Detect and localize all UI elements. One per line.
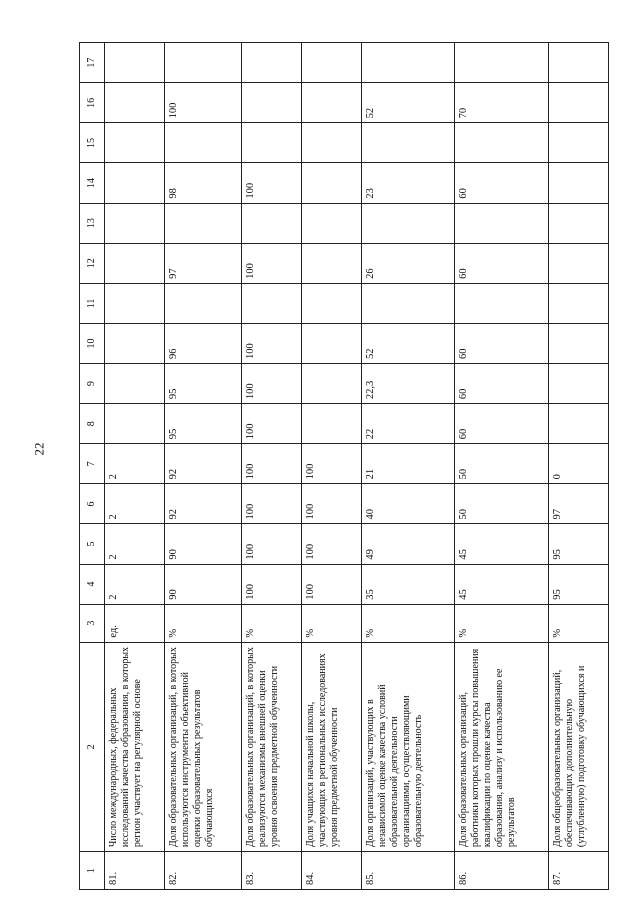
value-cell: 95 <box>165 364 242 404</box>
value-cell: 22,3 <box>361 364 455 404</box>
value-cell <box>455 283 549 323</box>
header-cell: 14 <box>80 163 105 203</box>
value-cell: 92 <box>165 484 242 524</box>
value-cell <box>105 283 165 323</box>
row-number: 85. <box>361 852 455 890</box>
table-row <box>361 43 455 890</box>
value-cell: 92 <box>165 444 242 484</box>
value-cell <box>301 243 361 283</box>
value-cell <box>301 283 361 323</box>
value-cell: 21 <box>361 444 455 484</box>
table-rotator <box>79 42 609 890</box>
indicator-name: Доля общеобразовательных организаций, обеспечивающих дополнительную (углубленную) подготовку обучающихся и <box>548 642 608 852</box>
value-cell: 52 <box>361 323 455 363</box>
unit-cell: % <box>361 604 455 642</box>
value-cell <box>548 83 608 123</box>
value-cell <box>455 123 549 163</box>
table-row <box>165 43 242 890</box>
header-cell: 4 <box>80 564 105 604</box>
value-cell <box>105 203 165 243</box>
value-cell <box>548 283 608 323</box>
value-cell: 95 <box>165 404 242 444</box>
value-cell: 100 <box>241 484 301 524</box>
value-cell <box>455 203 549 243</box>
value-cell <box>548 123 608 163</box>
value-cell <box>105 243 165 283</box>
header-cell: 10 <box>80 323 105 363</box>
value-cell: 100 <box>165 83 242 123</box>
value-cell: 100 <box>241 444 301 484</box>
value-cell: 100 <box>241 243 301 283</box>
value-cell <box>361 283 455 323</box>
value-cell <box>361 123 455 163</box>
value-cell: 96 <box>165 323 242 363</box>
header-row <box>80 43 105 890</box>
header-cell: 15 <box>80 123 105 163</box>
value-cell: 95 <box>548 564 608 604</box>
indicator-name: Доля образовательных организаций, в которых реализуются механизмы внешней оценки уровня освоения предметной обученности <box>241 642 301 852</box>
value-cell <box>301 83 361 123</box>
value-cell: 95 <box>548 524 608 564</box>
unit-cell: % <box>301 604 361 642</box>
header-cell: 17 <box>80 43 105 83</box>
table-row <box>301 43 361 890</box>
value-cell <box>105 364 165 404</box>
indicator-table <box>79 42 609 890</box>
value-cell <box>301 123 361 163</box>
value-cell: 60 <box>455 163 549 203</box>
header-cell: 9 <box>80 364 105 404</box>
row-number: 83. <box>241 852 301 890</box>
value-cell: 26 <box>361 243 455 283</box>
unit-cell: ед. <box>105 604 165 642</box>
value-cell <box>105 83 165 123</box>
value-cell: 100 <box>301 484 361 524</box>
value-cell: 49 <box>361 524 455 564</box>
value-cell <box>165 203 242 243</box>
page-number: 22 <box>31 442 47 456</box>
value-cell: 0 <box>548 444 608 484</box>
value-cell: 2 <box>105 444 165 484</box>
value-cell: 50 <box>455 444 549 484</box>
value-cell <box>241 83 301 123</box>
value-cell: 35 <box>361 564 455 604</box>
unit-cell: % <box>455 604 549 642</box>
value-cell: 22 <box>361 404 455 444</box>
header-cell: 7 <box>80 444 105 484</box>
indicator-name: Доля учащихся начальной школы, участвующих в региональных исследованиях уровня предметной обученности <box>301 642 361 852</box>
value-cell <box>105 163 165 203</box>
value-cell: 23 <box>361 163 455 203</box>
value-cell: 100 <box>241 404 301 444</box>
value-cell: 60 <box>455 404 549 444</box>
value-cell: 100 <box>301 524 361 564</box>
row-number: 87. <box>548 852 608 890</box>
header-cell: 6 <box>80 484 105 524</box>
indicator-name: Доля организаций, участвующих в независимой оценке качества условий образовательной деятельности организациями, осуществляющими образовательную деятельность <box>361 642 455 852</box>
value-cell: 98 <box>165 163 242 203</box>
header-cell: 16 <box>80 83 105 123</box>
value-cell: 90 <box>165 564 242 604</box>
header-cell: 12 <box>80 243 105 283</box>
value-cell <box>455 43 549 83</box>
table-row <box>241 43 301 890</box>
value-cell <box>241 203 301 243</box>
value-cell: 97 <box>548 484 608 524</box>
value-cell: 100 <box>241 524 301 564</box>
value-cell <box>165 43 242 83</box>
value-cell: 45 <box>455 564 549 604</box>
value-cell <box>105 123 165 163</box>
value-cell: 100 <box>241 323 301 363</box>
header-cell: 2 <box>80 642 105 852</box>
value-cell: 100 <box>241 163 301 203</box>
value-cell <box>105 43 165 83</box>
value-cell: 100 <box>241 364 301 404</box>
value-cell <box>301 323 361 363</box>
value-cell <box>301 404 361 444</box>
value-cell <box>548 163 608 203</box>
indicator-name: Доля образовательных организаций, работники которых прошли курсы повышения квалификации по оценке качества образования, анализу и использованию ее результатов <box>455 642 549 852</box>
value-cell <box>548 404 608 444</box>
row-number: 84. <box>301 852 361 890</box>
header-cell: 8 <box>80 404 105 444</box>
value-cell <box>105 323 165 363</box>
value-cell: 100 <box>301 564 361 604</box>
value-cell: 50 <box>455 484 549 524</box>
value-cell: 60 <box>455 364 549 404</box>
row-number: 82. <box>165 852 242 890</box>
header-cell: 11 <box>80 283 105 323</box>
value-cell <box>241 123 301 163</box>
value-cell <box>361 203 455 243</box>
header-cell: 5 <box>80 524 105 564</box>
table-container <box>79 42 609 890</box>
unit-cell: % <box>241 604 301 642</box>
value-cell: 100 <box>241 564 301 604</box>
value-cell <box>165 283 242 323</box>
value-cell <box>301 163 361 203</box>
value-cell <box>165 123 242 163</box>
value-cell: 2 <box>105 484 165 524</box>
value-cell <box>301 203 361 243</box>
value-cell: 97 <box>165 243 242 283</box>
value-cell <box>548 43 608 83</box>
unit-cell: % <box>548 604 608 642</box>
value-cell: 60 <box>455 243 549 283</box>
value-cell <box>301 364 361 404</box>
value-cell: 52 <box>361 83 455 123</box>
header-cell: 1 <box>80 852 105 890</box>
value-cell <box>548 323 608 363</box>
value-cell: 2 <box>105 524 165 564</box>
header-cell: 13 <box>80 203 105 243</box>
value-cell: 90 <box>165 524 242 564</box>
value-cell: 40 <box>361 484 455 524</box>
value-cell <box>548 364 608 404</box>
value-cell: 100 <box>301 444 361 484</box>
header-cell: 3 <box>80 604 105 642</box>
value-cell <box>241 283 301 323</box>
value-cell <box>241 43 301 83</box>
table-row <box>548 43 608 890</box>
value-cell: 2 <box>105 564 165 604</box>
value-cell <box>548 203 608 243</box>
value-cell <box>548 243 608 283</box>
row-number: 86. <box>455 852 549 890</box>
value-cell <box>301 43 361 83</box>
value-cell <box>105 404 165 444</box>
unit-cell: % <box>165 604 242 642</box>
value-cell: 70 <box>455 83 549 123</box>
row-number: 81. <box>105 852 165 890</box>
table-row <box>105 43 165 890</box>
value-cell <box>361 43 455 83</box>
table-row <box>455 43 549 890</box>
value-cell: 60 <box>455 323 549 363</box>
indicator-name: Число международных, федеральных исследований качества образования, в которых регион участвует на регулярной основе <box>105 642 165 852</box>
value-cell: 45 <box>455 524 549 564</box>
indicator-name: Доля образовательных организаций, в которых используются инструменты объективной оценки образовательных результатов обучающихся <box>165 642 242 852</box>
